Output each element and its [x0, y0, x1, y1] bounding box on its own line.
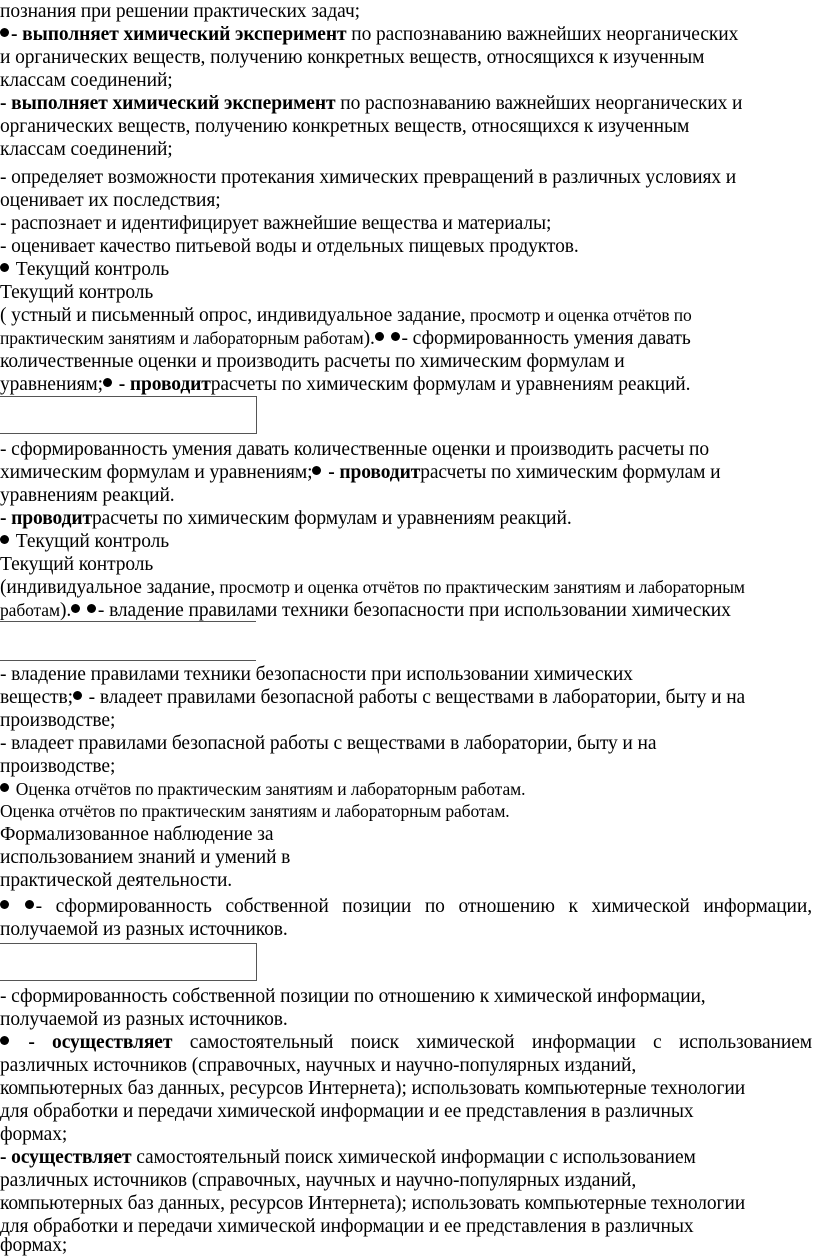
text-line: оценивает их последствия; [0, 190, 221, 211]
text-line: производстве; [0, 756, 116, 777]
text-line: - оценивает качество питьевой воды и отдельных пищевых продуктов. [0, 236, 579, 257]
text-span: расчеты по химическим формулам и уравнениям реакций. [210, 374, 691, 395]
text-span: химическим формулам и уравнениям; [0, 462, 313, 483]
bullet-dot-icon [391, 332, 400, 341]
text-line: компьютерных баз данных, ресурсов Интернета); использовать компьютерные технологии [0, 1193, 746, 1214]
bullet-dot-icon [375, 332, 384, 341]
text-line: для обработки и передачи химической информации и ее представления в различных [0, 1101, 694, 1122]
text-span: по распознаванию важнейших неорганических [346, 24, 739, 45]
text-line [0, 895, 812, 918]
text-span: просмотр и оценка отчётов по практическим занятиям и лабораторным [215, 577, 745, 597]
text-line: формах; [0, 1124, 68, 1145]
text-line [0, 461, 721, 484]
text-span: - сформированность умения давать [401, 328, 691, 349]
text-line: и органических веществ, получению конкретных веществ, относящихся к изученным [0, 47, 705, 68]
text-line: уравнениям реакций. [0, 485, 175, 506]
text-line: получаемой из разных источников. [0, 919, 288, 940]
text-line: - владеет правилами безопасной работы с веществами в лаборатории, быту и на [0, 733, 657, 754]
text-span: Текущий контроль [15, 531, 170, 552]
bullet-dot-icon [103, 378, 112, 387]
text-span: самостоятельный поиск химической информации с использованием [172, 1032, 812, 1053]
text-span: Оценка отчётов по практическим занятиям и лабораторным работам. [15, 779, 526, 799]
text-line: - определяет возможности протекания химических превращений в различных условиях и [0, 167, 737, 188]
text-line: использованием знаний и умений в [0, 847, 291, 868]
text-line: практической деятельности. [0, 870, 233, 891]
text-line [0, 686, 745, 709]
text-line [0, 599, 731, 622]
text-span: (индивидуальное задание, [0, 577, 216, 598]
text-line: компьютерных баз данных, ресурсов Интернета); использовать компьютерные технологии [0, 1078, 746, 1099]
text-span: веществ; [0, 687, 73, 708]
text-line [0, 23, 738, 46]
bold-phrase: - проводит [323, 462, 421, 483]
text-span: ( устный и письменный опрос, индивидуальное задание, [0, 305, 466, 326]
text-line [0, 778, 525, 801]
text-line: органических веществ, получению конкретных веществ, относящихся к изученным [0, 116, 690, 137]
bullet-dot-icon [0, 535, 9, 544]
bold-phrase: - проводит [0, 508, 92, 529]
text-line: классам соединений; [0, 139, 173, 160]
bullet-dot-icon [25, 900, 34, 909]
bold-phrase: - осуществляет [0, 1147, 132, 1168]
text-line [0, 530, 169, 553]
text-span: уравнениям; [0, 374, 103, 395]
text-line: формах; [0, 1235, 68, 1256]
text-span: ). [59, 600, 72, 621]
bullet-dot-icon [0, 783, 9, 792]
text-line: Текущий контроль [0, 282, 154, 303]
text-line: - владение правилами техники безопасности при использовании химических [0, 664, 633, 685]
text-span: просмотр и оценка отчётов по [465, 305, 692, 325]
text-line: - распознает и идентифицирует важнейшие вещества и материалы; [0, 213, 552, 234]
text-line [0, 258, 169, 281]
bullet-dot-icon [0, 1036, 9, 1045]
text-line [0, 576, 745, 599]
bullet-dot-icon [312, 466, 321, 475]
text-span: самостоятельный поиск химической информации с использованием [131, 1147, 696, 1168]
text-span: Текущий контроль [15, 259, 170, 280]
text-line: классам соединений; [0, 70, 173, 91]
text-line: Формализованное наблюдение за [0, 824, 274, 845]
empty-cell-box [0, 943, 257, 981]
text-span: расчеты по химическим формулам и [420, 462, 721, 483]
bullet-dot-icon [0, 263, 9, 272]
text-line: для обработки и передачи химической информации и ее представления в различных [0, 1216, 694, 1237]
bullet-dot-icon [71, 604, 80, 613]
text-line [0, 327, 691, 350]
bold-phrase: - выполняет химический эксперимент [0, 93, 336, 114]
text-line: - сформированность собственной позиции по отношению к химической информации, [0, 986, 706, 1007]
text-span: практическим занятиям и лабораторным работам [0, 328, 364, 348]
text-line [0, 1031, 812, 1054]
text-span: - владеет правилами безопасной работы с веществами в лаборатории, быту и на [83, 687, 746, 708]
text-span: работам [0, 600, 60, 620]
bullet-dot-icon [0, 900, 9, 909]
text-line: различных источников (справочных, научных и научно-популярных изданий, [0, 1055, 637, 1076]
bold-phrase: - осуществляет [11, 1032, 173, 1053]
bold-phrase: - выполняет химический эксперимент [11, 24, 347, 45]
text-line [0, 373, 690, 396]
text-line: получаемой из разных источников. [0, 1009, 288, 1030]
bullet-dot-icon [0, 28, 9, 37]
text-span: - владение правилами техники безопасности при использовании химических [97, 600, 731, 621]
text-line [0, 304, 692, 327]
bold-phrase: - проводит [113, 374, 211, 395]
text-span: по распознаванию важнейших неорганических и [335, 93, 743, 114]
text-line: Оценка отчётов по практическим занятиям и лабораторным работам. [0, 801, 510, 821]
text-line: производстве; [0, 710, 116, 731]
text-span: - сформированность собственной позиции по отношению к химической информации, [35, 896, 812, 917]
text-line [0, 507, 572, 530]
text-span: расчеты по химическим формулам и уравнениям реакций. [91, 508, 572, 529]
text-span: ). [363, 328, 375, 349]
empty-cell-box [0, 396, 257, 434]
text-line: Текущий контроль [0, 554, 154, 575]
text-line [0, 1146, 696, 1169]
text-line: познания при решении практических задач; [0, 1, 360, 22]
text-line: различных источников (справочных, научных и научно-популярных изданий, [0, 1170, 637, 1191]
divider-line [0, 660, 256, 661]
bullet-dot-icon [87, 604, 96, 613]
text-line [0, 92, 742, 115]
text-line: - сформированность умения давать количественные оценки и производить расчеты по [0, 439, 709, 460]
text-line: количественные оценки и производить расчеты по химическим формулам и [0, 351, 625, 372]
bullet-dot-icon [73, 691, 82, 700]
divider-line [0, 621, 256, 622]
